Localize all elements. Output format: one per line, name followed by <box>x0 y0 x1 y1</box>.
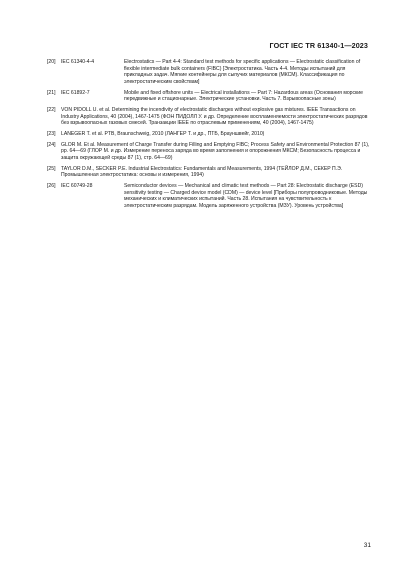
reference-number: [25] <box>47 165 56 172</box>
reference-item <box>47 166 373 179</box>
reference-number: [23] <box>47 130 56 137</box>
reference-text: Electrostatics — Part 4-4: Standard test methods for specific applications — Electrostatic classification of flexible intermediate bulk containers (FIBC) [Электростатика. Часть 4-4. Методы испытаний для прикладных задач. Мягкие контейнеры для сыпучих материалов (МКСМ). Классификация по электростатическим свойствам] <box>124 59 361 85</box>
reference-number: [22] <box>47 106 56 113</box>
reference-number: [20] <box>47 59 56 65</box>
reference-item <box>47 142 373 162</box>
reference-code: IEC 61340-4-4 <box>61 59 95 65</box>
reference-item <box>47 90 373 103</box>
reference-text: GLOR M. Et al. Measurement of Charge Transfer during Filling and Emptying FIBC; Process Safety and Environmental Protection 87 (1), pp. 64—69 (ГЛОР М. и др. Измерение переноса заряда во время заполнения и опорожнения МКСМ; Безопасность процесса и защита окружающей среды 87 (1), стр. 64—69) <box>61 141 370 161</box>
reference-number: [24] <box>47 141 56 148</box>
reference-item <box>47 183 373 209</box>
reference-item <box>47 131 373 138</box>
reference-text: Mobile and fixed offshore units — Electrical installations — Part 7: Hazardous areas (Основания морские передвижные и стационарные. Электрические установки. Часть 7. Взрывоопасные зоны) <box>124 89 363 103</box>
reference-text: Semiconductor devices — Mechanical and climatic test methods — Part 28: Electrostatic discharge (ESD) sensitivity testing — Charged device model (CDM) — device level [Приборы полупроводниковые. Методы механических и климатических испытаний. Часть 28. Испытания на чувствительность к электростатическим разрядам. Модель заряженного устройства (МЗУ). Уровень устройства] <box>124 183 368 209</box>
reference-text: TAYLOR D.M., SECKER P.E. Industrial Electrostatics: Fundamentals and Measurements, 1994 (ТЕЙЛОР Д.М., СЕКЕР П.Э. Промышленная электростатика: основы и измерения, 1994) <box>61 165 343 179</box>
reference-number: [21] <box>47 89 56 96</box>
reference-text: VON PIDOLL U. et al. Determining the incendivity of electrostatic discharges without explosive gas mixtures. IEEE Transactions on Industry Applications, 40 (2004), 1467-1475 (ФОН ПИДОЛЛ У. и др. Определение воспламеняемости электростатических разрядов без взрывоопасных газовых смесей. Транзакции IEEE по отраслевым применениям, 40 (2004), 1467-1475) <box>61 106 368 127</box>
bibliography-list <box>47 59 373 214</box>
page-number: 31 <box>363 542 371 549</box>
reference-number: [26] <box>47 183 56 190</box>
reference-item <box>47 59 373 85</box>
reference-item <box>47 107 373 127</box>
reference-code: IEC 60749-28 <box>61 183 93 190</box>
reference-code: IEC 61892-7 <box>61 89 90 96</box>
reference-text: LANEGER T. et al. PTB, Braunschweig, 2010 (ЛАНГЕР Т. и др., ПТБ, Брауншвейг, 2010) <box>61 130 265 137</box>
document-header: ГОСТ IEC TR 61340-1—2023 <box>269 41 368 50</box>
